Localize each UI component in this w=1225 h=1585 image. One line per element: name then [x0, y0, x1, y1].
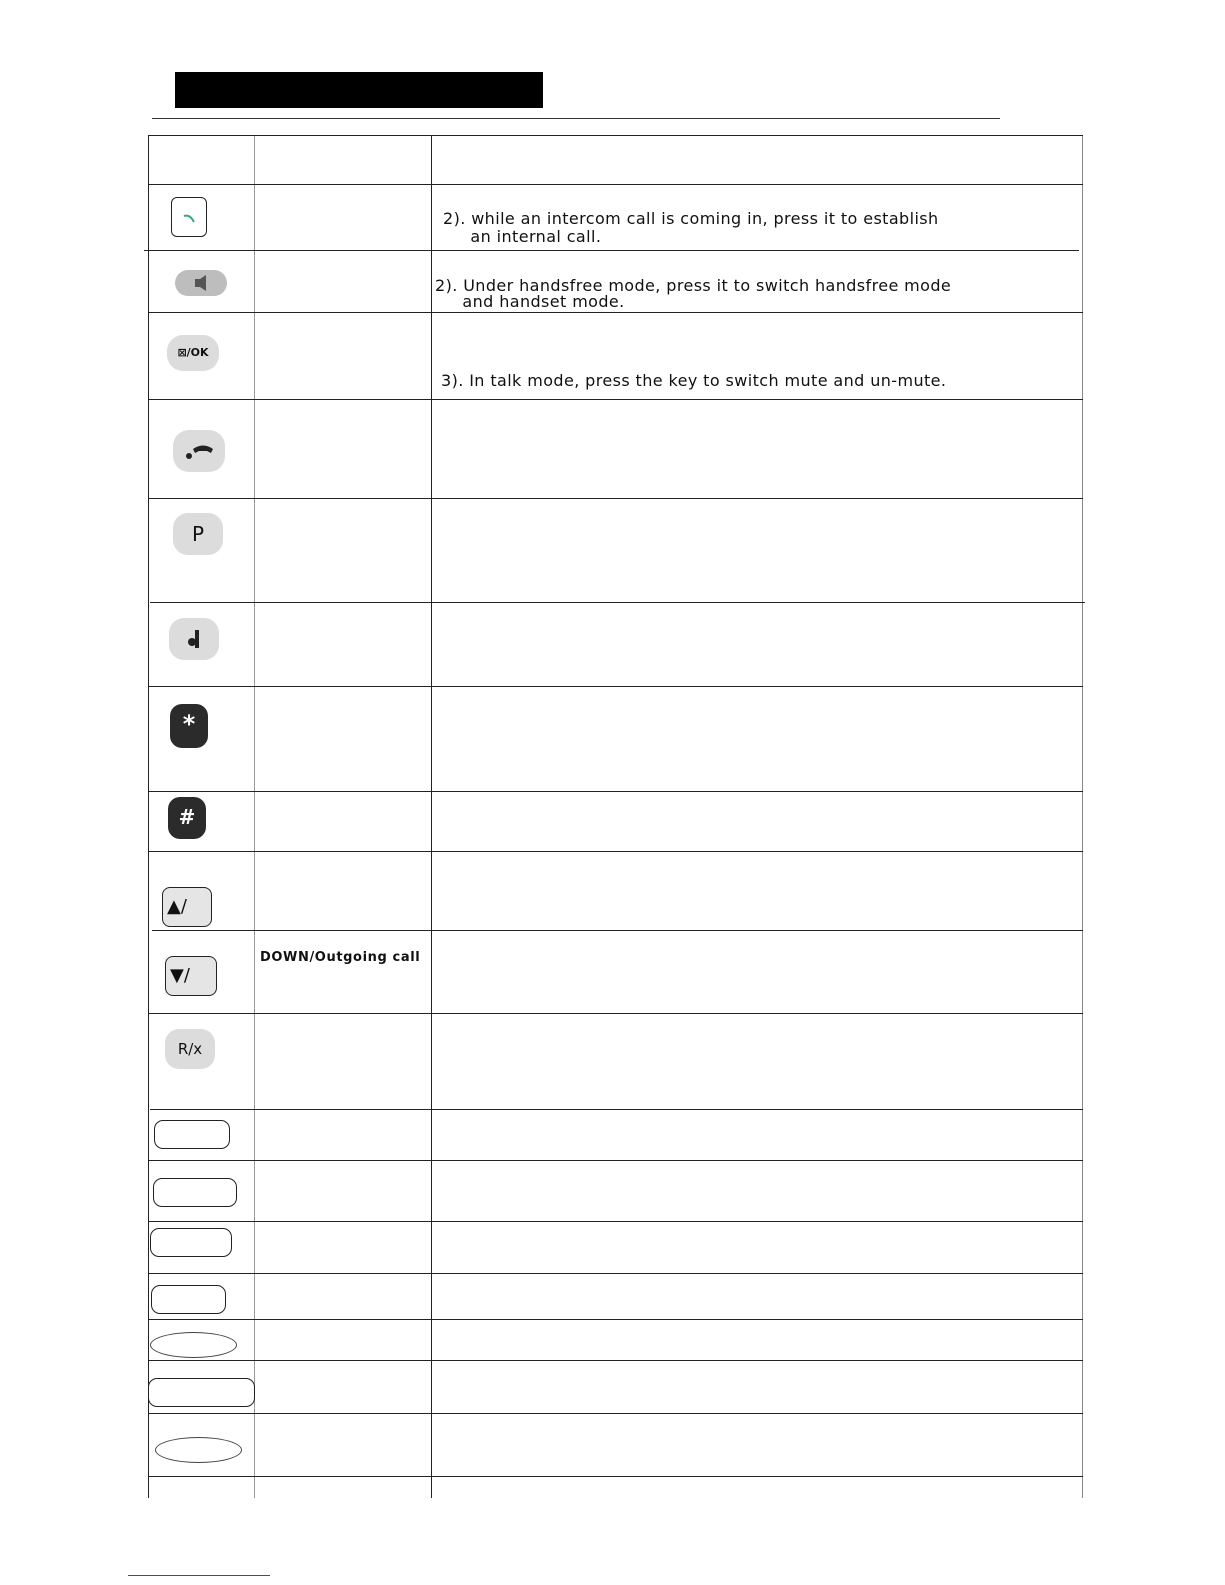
table-border-right	[1082, 135, 1083, 1498]
row10-key-name: DOWN/Outgoing call	[260, 950, 421, 965]
blank-key-icon	[150, 1228, 232, 1257]
table-divider-name	[431, 135, 432, 1498]
row-divider	[148, 1273, 1083, 1274]
row2-desc-line2: and handset mode.	[435, 292, 625, 311]
table-divider-icon	[254, 135, 255, 1498]
blank-key-icon	[153, 1178, 237, 1207]
r-clear-key-icon: R/x	[165, 1029, 215, 1069]
row-divider	[148, 1319, 1083, 1320]
row1-desc-line1: 2). while an intercom call is coming in, press it to establish	[443, 209, 939, 228]
row-divider	[150, 1109, 1083, 1110]
row3-desc-line1: 3). In talk mode, press the key to switch mute and un-mute.	[441, 371, 947, 390]
down-outgoing-key-icon: ▼/	[165, 956, 217, 996]
row2-desc-line1: 2). Under handsfree mode, press it to switch handsfree mode	[435, 276, 952, 295]
footer-link-underline	[128, 1575, 270, 1576]
header-rule	[152, 118, 1000, 119]
key-function-table	[148, 135, 1093, 1498]
star-key-icon: *	[170, 704, 208, 748]
row-divider	[148, 1013, 1083, 1014]
table-border-left	[148, 135, 149, 1498]
table-border-bottom	[148, 1476, 1083, 1477]
row-divider	[144, 250, 1079, 251]
up-incoming-key-icon: ▲/	[162, 887, 212, 927]
row-divider	[148, 686, 1083, 687]
row-divider	[148, 498, 1083, 499]
talk-key-icon	[171, 197, 207, 237]
row-divider	[150, 602, 1085, 603]
row-divider	[152, 930, 1083, 931]
speaker-key-icon	[175, 270, 227, 296]
row-divider	[148, 1160, 1083, 1161]
table-border-top	[148, 135, 1083, 136]
blank-oval-icon	[155, 1437, 242, 1463]
header-title-bar	[175, 72, 543, 108]
row-divider	[148, 1413, 1083, 1414]
row-divider	[148, 1221, 1083, 1222]
row-divider	[148, 312, 1083, 313]
mute-ok-key-icon: ⊠/OK	[167, 335, 219, 371]
hash-key-icon: #	[168, 797, 206, 839]
row-divider	[148, 1360, 1083, 1361]
row-divider	[148, 791, 1083, 792]
p-key-icon: P	[173, 513, 223, 555]
row-divider	[148, 184, 1083, 185]
blank-key-icon	[148, 1378, 255, 1407]
row-divider	[148, 399, 1083, 400]
row-divider	[148, 851, 1083, 852]
end-call-key-icon	[173, 430, 225, 472]
blank-key-icon	[151, 1285, 226, 1314]
intercom-key-icon	[169, 618, 219, 660]
row1-desc-line2: an internal call.	[443, 227, 602, 246]
blank-oval-icon	[150, 1332, 237, 1358]
blank-key-icon	[154, 1120, 230, 1149]
